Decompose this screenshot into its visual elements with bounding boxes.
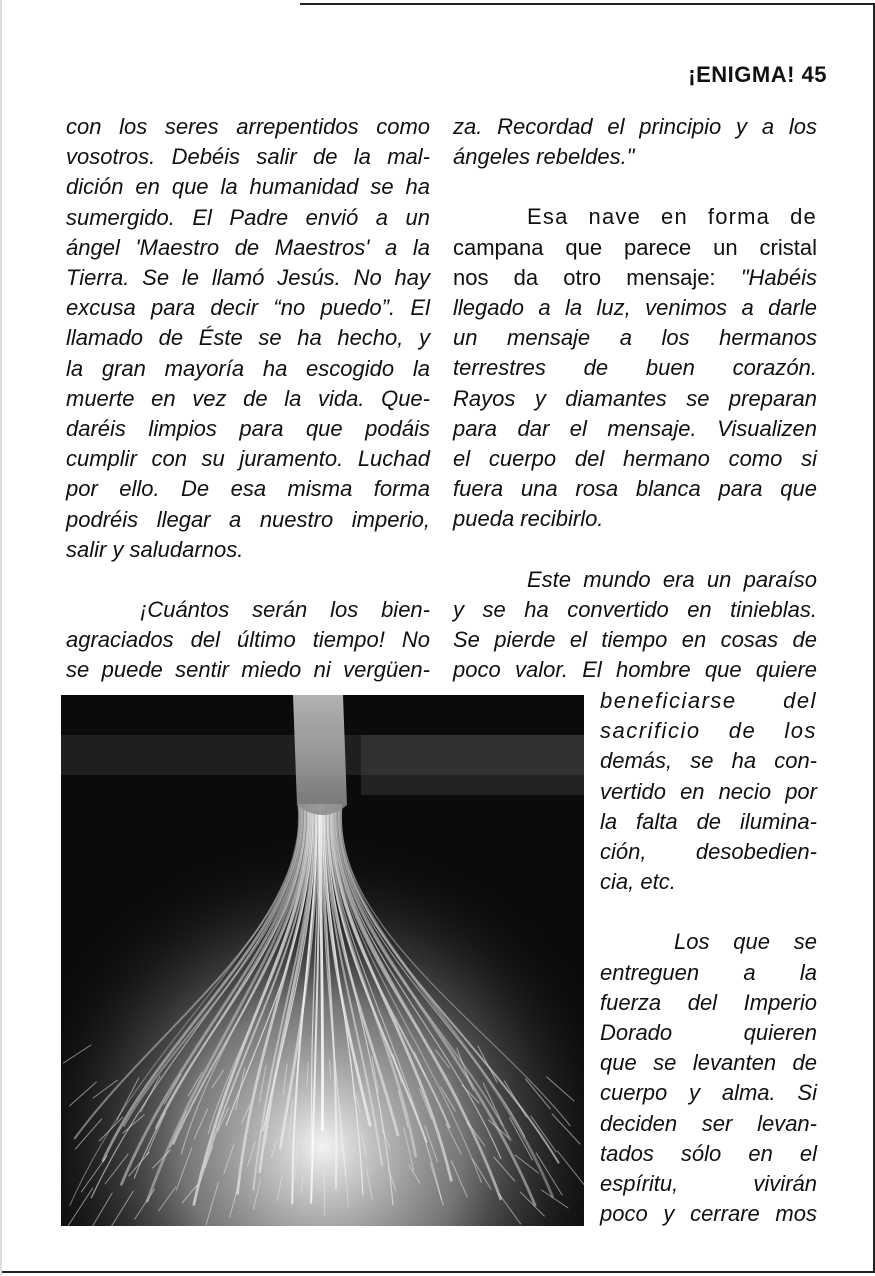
text-line: muerte en vez de la vida. Que- xyxy=(66,385,430,411)
text-line: za. Recordad el principio y a los xyxy=(453,114,817,139)
text-line: Se pierde el tiempo en cosas de xyxy=(453,627,817,653)
text-line: Tierra. Se le llamó Jesús. No hay xyxy=(66,265,430,291)
text-line: ángel 'Maestro de Maestros' a la xyxy=(66,234,430,260)
text-line: dición en que la humanidad se ha xyxy=(66,174,430,200)
text-line: ¡Cuántos serán los bien- xyxy=(140,597,430,623)
text-line: para dar el mensaje. Visualizen xyxy=(453,415,817,441)
left-edge xyxy=(0,0,2,1276)
quote-segment: "Habéis xyxy=(740,264,817,290)
text-line: llamado de Éste se ha hecho, y xyxy=(66,325,430,351)
text-line: poco valor. El hombre que quiere xyxy=(453,657,817,683)
top-rule xyxy=(300,3,875,5)
text-line: un mensaje a los hermanos xyxy=(453,325,817,351)
text-line: campana que parece un cristal xyxy=(453,234,817,260)
text-line: ción, desobedien- xyxy=(600,839,817,865)
text-line: entreguen a la xyxy=(600,959,817,985)
text-line: vosotros. Debéis salir de la mal- xyxy=(66,144,430,170)
text-line: beneficiarse del xyxy=(600,688,817,713)
text-line: excusa para decir “no puedo”. El xyxy=(66,295,430,321)
text-segment: nos da otro mensaje: xyxy=(453,264,741,290)
text-line: Los que se xyxy=(674,929,817,955)
text-line: Dorado quieren xyxy=(600,1020,817,1046)
narrow-paragraph-1 xyxy=(600,686,817,897)
text-line: ángeles rebeldes." xyxy=(453,144,635,170)
text-line: cia, etc. xyxy=(600,869,676,895)
text-line: fuerza del Imperio xyxy=(600,989,817,1015)
text-line: sacrificio de los xyxy=(600,718,817,744)
text-line: vertido en necio por xyxy=(600,778,817,804)
right-paragraph-3 xyxy=(453,565,817,686)
text-line: Rayos y diamantes se preparan xyxy=(453,385,817,411)
text-line: cuerpo y alma. Si xyxy=(600,1080,817,1106)
text-line: podréis llegar a nuestro imperio, xyxy=(66,506,430,532)
text-line: cumplir con su juramento. Luchad xyxy=(66,446,430,472)
text-line: fuera una rosa blanca para que xyxy=(453,476,817,502)
left-column xyxy=(66,112,430,686)
right-paragraph-2 xyxy=(453,202,817,534)
text-line: Esa nave en forma de xyxy=(527,204,817,230)
left-paragraph-2 xyxy=(66,595,430,686)
text-line xyxy=(453,263,817,293)
text-line: agraciados del último tiempo! No xyxy=(66,627,430,653)
text-line: terrestres de buen corazón. xyxy=(453,355,817,381)
text-line: poco y cerrare mos xyxy=(600,1201,817,1227)
running-header: ¡ENIGMA! 45 xyxy=(688,62,827,87)
text-line: deciden ser levan- xyxy=(600,1110,817,1136)
text-line: con los seres arrepentidos como xyxy=(66,114,430,139)
text-line: el cuerpo del hermano como si xyxy=(453,446,817,472)
text-line: espíritu, vivirán xyxy=(600,1171,817,1197)
text-line: salir y saludarnos. xyxy=(66,536,244,562)
text-line: demás, se ha con- xyxy=(600,748,817,774)
text-line: tados sólo en el xyxy=(600,1140,817,1166)
narrow-paragraph-2 xyxy=(600,927,817,1229)
light-streak xyxy=(324,1173,325,1215)
bell-light-photo xyxy=(61,695,584,1226)
left-paragraph-1 xyxy=(66,112,430,565)
text-line: pueda recibirlo. xyxy=(453,506,604,532)
text-line: y se ha convertido en tinieblas. xyxy=(453,596,817,622)
narrow-column xyxy=(600,686,817,1229)
text-line: Este mundo era un paraíso xyxy=(527,566,817,592)
text-line: por ello. De esa misma forma xyxy=(66,476,430,502)
text-line: la falta de ilumina- xyxy=(600,808,817,834)
text-line: llegado a la luz, venimos a darle xyxy=(453,295,817,321)
text-line: se puede sentir miedo ni vergüen- xyxy=(66,657,430,683)
text-line: daréis limpios para que podáis xyxy=(66,416,430,442)
bottom-rule xyxy=(0,1271,875,1273)
text-line: sumergido. El Padre envió a un xyxy=(66,204,430,230)
right-paragraph-1 xyxy=(453,112,817,172)
right-column xyxy=(453,112,817,685)
text-line: que se levanten de xyxy=(600,1050,817,1076)
text-line: la gran mayoría ha escogido la xyxy=(66,355,430,381)
